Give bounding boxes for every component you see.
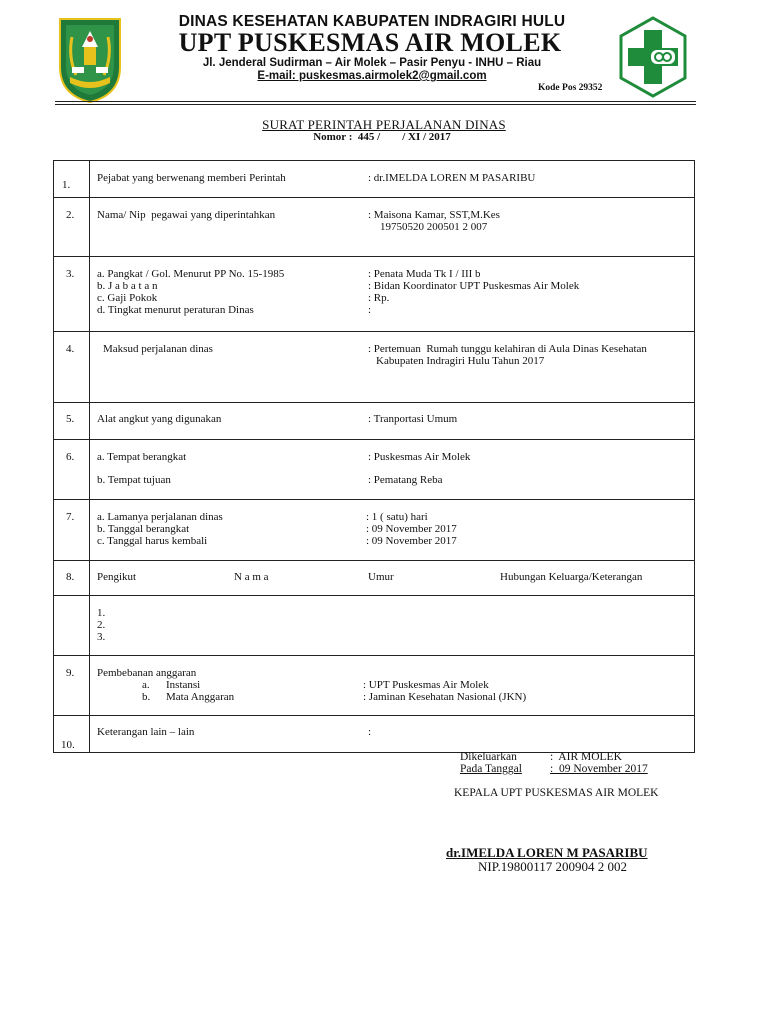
table-row <box>54 403 695 440</box>
field-label-c: c. Gaji Pokok <box>97 292 158 304</box>
row-content-cell <box>90 500 695 561</box>
agency-name: DINAS KESEHATAN KABUPATEN INDRAGIRI HULU <box>178 13 566 30</box>
row-number: 3. <box>66 268 75 280</box>
field-value-b: : Bidan Koordinator UPT Puskesmas Air Molek <box>368 280 580 292</box>
row-number-cell <box>54 561 90 596</box>
list-item: 1. <box>97 607 106 619</box>
table-row <box>54 561 695 596</box>
sub-marker-b: b. <box>142 691 151 703</box>
row-number-cell <box>54 161 90 198</box>
signer-name: dr.IMELDA LOREN M PASARIBU <box>446 845 648 860</box>
row-content-cell <box>90 257 695 332</box>
column-nama: N a m a <box>234 571 269 583</box>
field-value-cont: Kabupaten Indragiri Hulu Tahun 2017 <box>376 355 545 367</box>
field-value-d: : <box>368 304 372 316</box>
issued-value: : AIR MOLEK <box>550 751 622 763</box>
postal-code: Kode Pos 29352 <box>538 83 603 93</box>
row-content-cell <box>90 716 695 753</box>
field-label-b: b. Tempat tujuan <box>97 474 171 486</box>
field-value: : Pertemuan Rumah tunggu kelahiran di Aula Dinas Kesehatan <box>368 343 647 355</box>
issued-label: Dikeluarkan <box>460 751 517 763</box>
field-label: Alat angkut yang digunakan <box>97 413 222 425</box>
field-label-a: a. Lamanya perjalanan dinas <box>97 511 223 523</box>
list-item: 2. <box>97 619 106 631</box>
field-label-c: c. Tanggal harus kembali <box>97 535 208 547</box>
puskesmas-logo <box>618 16 688 98</box>
column-umur: Umur <box>368 571 394 583</box>
table-row <box>54 716 695 753</box>
field-label-d: d. Tingkat menurut peraturan Dinas <box>97 304 254 316</box>
table-row <box>54 440 695 500</box>
date-value: : 09 November 2017 <box>550 763 648 775</box>
row-number-cell <box>54 440 90 500</box>
table-row <box>54 596 695 656</box>
field-label-b: b. Tanggal berangkat <box>97 523 190 535</box>
travel-order-table <box>53 160 695 753</box>
row-number-cell <box>54 596 90 656</box>
date-label: Pada Tanggal <box>460 763 522 775</box>
field-label: Pengikut <box>97 571 137 583</box>
document-number: Nomor : 445 / / XI / 2017 <box>313 131 451 143</box>
row-number: 6. <box>66 451 75 463</box>
table-row <box>54 257 695 332</box>
field-value: : dr.IMELDA LOREN M PASARIBU <box>368 172 536 184</box>
row-number-cell <box>54 257 90 332</box>
field-label: Pejabat yang berwenang memberi Perintah <box>97 172 286 184</box>
table-row <box>54 198 695 257</box>
column-hubungan: Hubungan Keluarga/Keterangan <box>500 571 643 583</box>
field-value: : <box>368 726 372 738</box>
row-content-cell <box>90 161 695 198</box>
row-number: 2. <box>66 209 75 221</box>
field-value: : Tranportasi Umum <box>368 413 458 425</box>
header-rule <box>55 101 696 102</box>
row-number: 1. <box>62 179 71 191</box>
field-value-b: : Jaminan Kesehatan Nasional (JKN) <box>363 691 527 703</box>
row-number-cell <box>54 656 90 716</box>
field-label-a: a. Pangkat / Gol. Menurut PP No. 15-1985 <box>97 268 285 280</box>
field-label-b: Mata Anggaran <box>166 691 235 703</box>
field-label: Maksud perjalanan dinas <box>103 343 213 355</box>
row-number: 7. <box>66 511 75 523</box>
field-value-b: : Pematang Reba <box>368 474 443 486</box>
row-number: 5. <box>66 413 75 425</box>
row-content-cell <box>90 596 695 656</box>
row-number: 4. <box>66 343 75 355</box>
row-number: 10. <box>61 739 75 751</box>
row-content-cell <box>90 656 695 716</box>
signer-nip: NIP.19800117 200904 2 002 <box>478 859 628 874</box>
field-label: Keterangan lain – lain <box>97 726 195 738</box>
field-label: Nama/ Nip pegawai yang diperintahkan <box>97 209 276 221</box>
field-value-a: : Puskesmas Air Molek <box>368 451 471 463</box>
row-content-cell <box>90 440 695 500</box>
table-row <box>54 656 695 716</box>
field-value-nip: 19750520 200501 2 007 <box>380 221 488 233</box>
field-label-b: b. J a b a t a n <box>97 280 158 292</box>
field-value-c: : 09 November 2017 <box>366 535 457 547</box>
document-title-text: SURAT PERINTAH PERJALANAN DINAS <box>262 117 506 132</box>
field-label: Pembebanan anggaran <box>97 667 197 679</box>
field-value-a: : UPT Puskesmas Air Molek <box>363 679 489 691</box>
row-number-cell <box>54 332 90 403</box>
email-text: E-mail: puskesmas.airmolek2@gmail.com <box>257 70 487 82</box>
row-content-cell <box>90 332 695 403</box>
row-content-cell <box>90 198 695 257</box>
row-content-cell <box>90 403 695 440</box>
row-number-cell <box>54 403 90 440</box>
row-number: 8. <box>66 571 75 583</box>
field-label-a: Instansi <box>166 679 201 691</box>
field-value-b: : 09 November 2017 <box>366 523 457 535</box>
table-row <box>54 500 695 561</box>
list-item: 3. <box>97 631 106 643</box>
field-value-a: : 1 ( satu) hari <box>366 511 428 523</box>
field-label-a: a. Tempat berangkat <box>97 451 187 463</box>
field-value-a: : Penata Muda Tk I / III b <box>368 268 481 280</box>
header-rule-thin <box>55 104 696 105</box>
signer-position: KEPALA UPT PUSKESMAS AIR MOLEK <box>454 787 659 799</box>
institution-name: UPT PUSKESMAS AIR MOLEK <box>178 28 562 57</box>
row-number-cell <box>54 198 90 257</box>
table-row <box>54 161 695 198</box>
sub-marker-a: a. <box>142 679 150 691</box>
row-number-cell <box>54 500 90 561</box>
row-number: 9. <box>66 667 75 679</box>
field-value: : Maisona Kamar, SST,M.Kes <box>368 209 500 221</box>
row-number-cell <box>54 716 90 753</box>
field-value-c: : Rp. <box>368 292 390 304</box>
table-row <box>54 332 695 403</box>
institution-address: Jl. Jenderal Sudirman – Air Molek – Pasir Penyu - INHU – Riau <box>202 57 542 69</box>
row-content-cell <box>90 561 695 596</box>
